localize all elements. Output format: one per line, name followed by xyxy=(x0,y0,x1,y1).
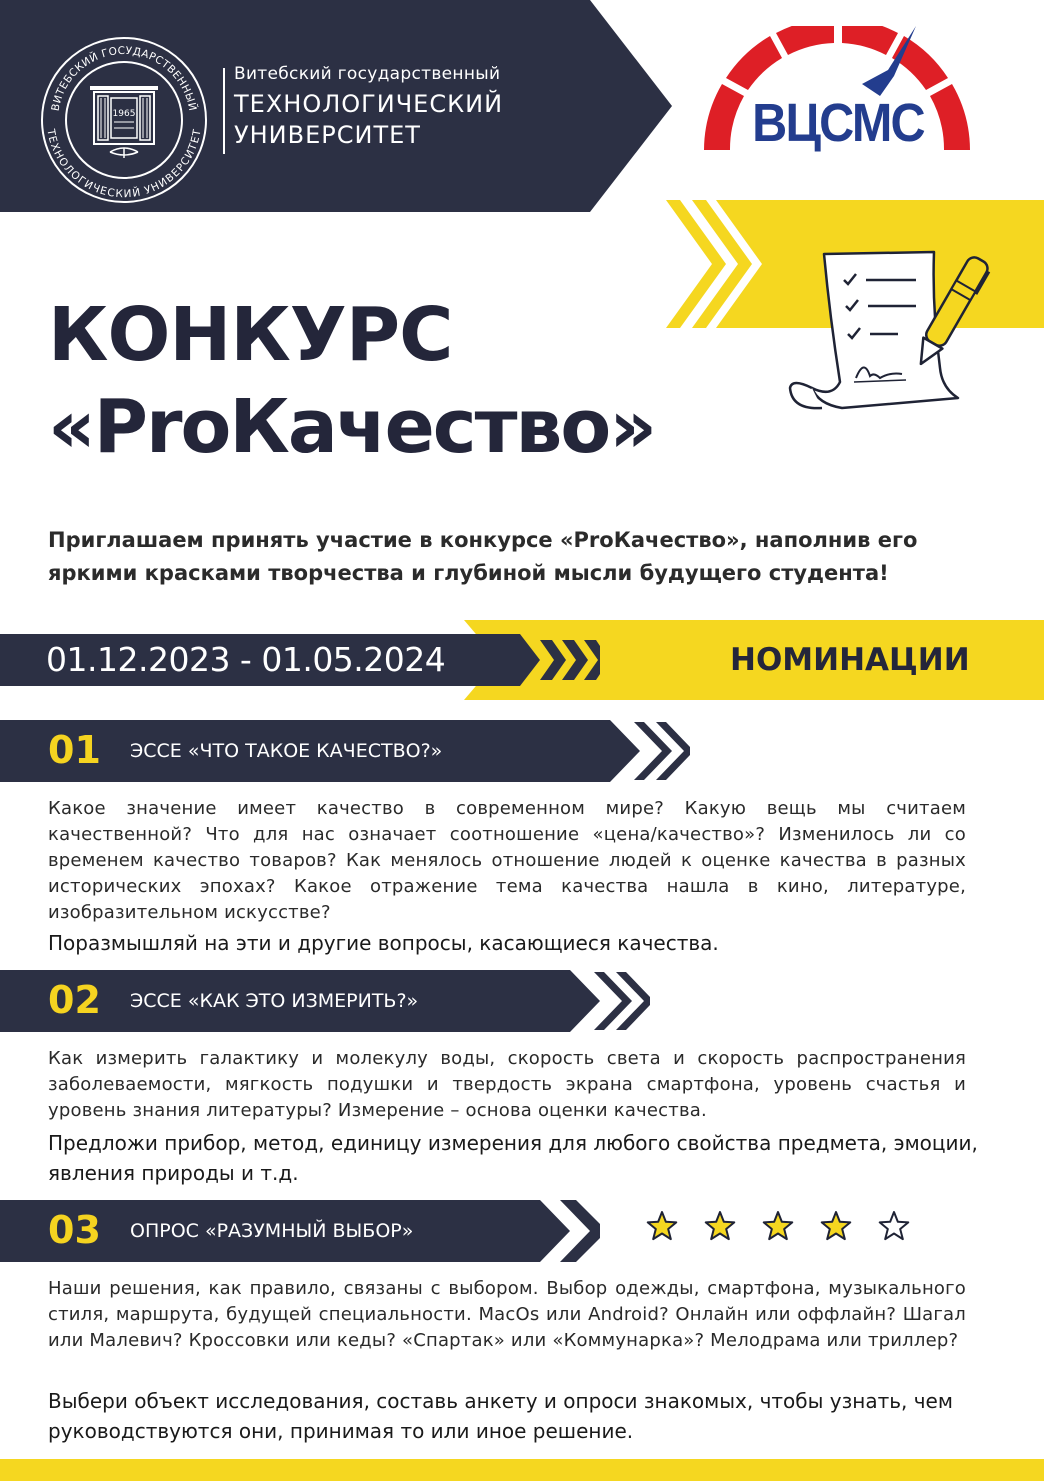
nomination-2-call-to-action: Предложи прибор, метод, единицу измерения для любого свойства предмета, эмоции, явления природы и т.д. xyxy=(48,1131,978,1185)
contest-dates: 01.12.2023 - 01.05.2024 xyxy=(46,640,446,679)
nominations-heading: НОМИНАЦИИ xyxy=(730,642,970,678)
nomination-3-call-to-action: Выбери объект исследования, составь анкету и опроси знакомых, чтобы узнать, чем руководствуются они, принимая то или иное решение. xyxy=(48,1389,953,1443)
star-empty-icon xyxy=(880,1212,909,1239)
university-name-line3: УНИВЕРСИТЕТ xyxy=(234,121,421,149)
contest-title-line2: «ProКачество» xyxy=(48,384,656,470)
seal-text-bottom: ТЕХНОЛОГИЧЕСКИЙ УНИВЕРСИТЕТ xyxy=(44,128,204,201)
nomination-2-number: 02 xyxy=(48,978,101,1022)
vcsms-logo-text: ВЦСМС xyxy=(752,93,924,153)
bottom-yellow-strip xyxy=(0,1459,1044,1481)
seal-year: 1965 xyxy=(112,109,136,119)
star-filled-icon xyxy=(822,1212,851,1239)
nomination-1-number: 01 xyxy=(48,728,101,772)
document-checklist-illustration xyxy=(782,248,996,412)
nomination-2-description: Как измерить галактику и молекулу воды, скорость света и скорость распространения заболеваемости, мягкость подушки и твердость экрана смартфона, уровень счастья и уровень знания литературы? Измерение – основа оценки качества. xyxy=(48,1048,966,1121)
rating-stars xyxy=(644,1209,912,1245)
university-seal-logo xyxy=(40,36,208,204)
star-filled-icon xyxy=(764,1212,793,1239)
intro-text: Приглашаем принять участие в конкурсе «ProКачество», наполнив его яркими красками творчества и глубиной мысли будущего студента! xyxy=(48,528,918,585)
svg-text:ВИТЕБСКИЙ ГОСУДАРСТВЕННЫЙ xyxy=(50,45,200,112)
nomination-1-call-to-action: Поразмышляй на эти и другие вопросы, касающиеся качества. xyxy=(48,931,719,955)
university-name-line1: Витебский государственный xyxy=(234,64,501,84)
nomination-3-description: Наши решения, как правило, связаны с выбором. Выбор одежды, смартфона, музыкального стиля, маршрута, будущей специальности. MacOs или Android? Онлайн или оффлайн? Шагал или Малевич? Кроссовки или кеды? «Спартак» или «Коммунарка»? Мелодрама или триллер? xyxy=(48,1278,966,1351)
star-filled-icon xyxy=(648,1212,677,1239)
header-divider xyxy=(223,68,225,154)
star-filled-icon xyxy=(706,1212,735,1239)
seal-text-top: ВИТЕБСКИЙ ГОСУДАРСТВЕННЫЙ xyxy=(49,44,199,113)
nomination-3-title: ОПРОС «РАЗУМНЫЙ ВЫБОР» xyxy=(130,1220,414,1242)
nomination-3-number: 03 xyxy=(48,1208,101,1252)
nomination-2-title: ЭССЕ «КАК ЭТО ИЗМЕРИТЬ?» xyxy=(130,990,419,1012)
nomination-1-title: ЭССЕ «ЧТО ТАКОЕ КАЧЕСТВО?» xyxy=(130,740,443,762)
university-name-line2: ТЕХНОЛОГИЧЕСКИЙ xyxy=(234,90,504,118)
nomination-1-description: Какое значение имеет качество в современном мире? Какую вещь мы считаем качественной? Что для нас означает соотношение «цена/качество»? Изменилось ли со временем качество товаров? Как менялось отношение людей к оценке качества в разных исторических эпохах? Какое отражение тема качества нашла в кино, литературе, изобразительном искусстве? xyxy=(48,798,966,923)
contest-title-line1: КОНКУРС xyxy=(48,292,453,378)
